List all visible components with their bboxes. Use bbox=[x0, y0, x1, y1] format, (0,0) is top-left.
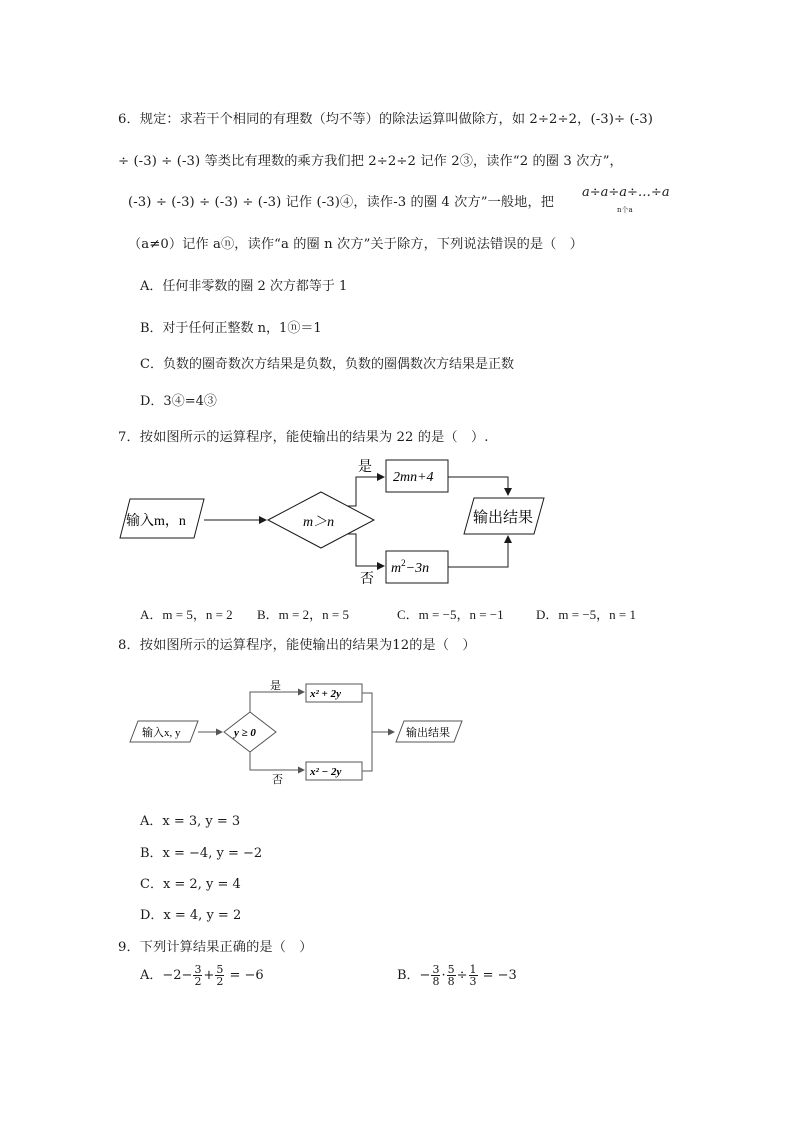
q6-line3-tail: a÷a÷a÷…÷a bbox=[582, 185, 670, 200]
q7-input-label: 输入m，n bbox=[126, 514, 186, 529]
q9-b-f3-num: 1 bbox=[469, 963, 477, 976]
q6-option-c: C．负数的圈奇数次方结果是负数，负数的圈偶数次方结果是正数 bbox=[140, 357, 514, 372]
q8-yes-branch bbox=[250, 692, 304, 712]
q7-option-b: B．m = 2，n = 5 bbox=[257, 607, 349, 622]
q7-condition-label: m＞n bbox=[303, 515, 335, 530]
q9-b-mid2: ÷ bbox=[456, 968, 468, 983]
q7-output-label: 输出结果 bbox=[473, 510, 534, 526]
q9-a-f2-num: 5 bbox=[216, 963, 224, 976]
q9-option-b bbox=[397, 964, 517, 987]
q9-a-f2-den: 2 bbox=[216, 975, 224, 988]
q9-b-f1-den: 8 bbox=[432, 975, 440, 988]
q8-option-a: A．x = 3, y = 3 bbox=[140, 814, 241, 829]
q6-option-a: A．任何非零数的圈 2 次方都等于 1 bbox=[140, 279, 348, 294]
q7-box-bottom-label: $m^2-3n$ bbox=[391, 558, 430, 576]
q9-a-fraction-1 bbox=[193, 964, 202, 987]
q9-b-f3-den: 3 bbox=[469, 975, 477, 988]
q6-line3-underbrace-label: n个a bbox=[617, 206, 633, 214]
q6-line2: ÷ (-3) ÷ (-3) 等类比有理数的乘方我们把 2÷2÷2 记作 2③，读作“2 的圈 3 次方”， bbox=[118, 154, 623, 169]
q9-a-mid: + bbox=[203, 968, 215, 983]
q8-no-label: 否 bbox=[272, 774, 283, 786]
q8-box-bottom-label: x² − 2y bbox=[310, 766, 342, 778]
q9-a-fraction-2 bbox=[215, 964, 224, 987]
q6-option-b: B．对于任何正整数 n，1ⓝ＝1 bbox=[140, 321, 322, 336]
q7-option-c: C．m = −5，n = −1 bbox=[397, 607, 504, 622]
q7-no-branch bbox=[348, 534, 384, 566]
q9-stem: 9．下列计算结果正确的是（ ） bbox=[118, 940, 313, 955]
q7-box-top-label: 2mn+4 bbox=[393, 470, 434, 485]
q8-output-label: 输出结果 bbox=[406, 727, 450, 739]
q9-a-result: = −6 bbox=[229, 968, 264, 983]
q6-line3: (-3) ÷ (-3) ÷ (-3) ÷ (-3) 记作 (-3)④，读作-3 的圈 4 次方”一般地，把 bbox=[128, 195, 555, 210]
q8-option-c: C．x = 2, y = 4 bbox=[140, 877, 241, 892]
q8-flowchart bbox=[128, 676, 468, 791]
q7-yes-label: 是 bbox=[358, 460, 372, 475]
q9-option-a bbox=[140, 964, 264, 987]
q7-no-label: 否 bbox=[360, 572, 374, 587]
q8-option-b: B．x = −4, y = −2 bbox=[140, 846, 263, 861]
q9-a-f1-den: 2 bbox=[194, 975, 202, 988]
q8-merge-line bbox=[362, 693, 372, 771]
q6-line1: 6．规定：求若干个相同的有理数（均不等）的除法运算叫做除方，如 2÷2÷2，(-3)÷ (-3) bbox=[118, 112, 653, 127]
q9-b-prefix: B．− bbox=[397, 968, 431, 983]
q7-yes-branch bbox=[348, 477, 384, 506]
q7-stem: 7．按如图所示的运算程序，能使输出的结果为 22 的是（ ）. bbox=[118, 430, 489, 445]
q8-box-top-label: x² + 2y bbox=[310, 688, 341, 700]
q7-arrow-top-output bbox=[448, 477, 508, 495]
q8-option-d: D．x = 4, y = 2 bbox=[140, 908, 242, 923]
q9-b-fraction-1 bbox=[431, 964, 440, 987]
q6-option-d: D．3④=4③ bbox=[140, 394, 217, 409]
q9-b-fraction-3 bbox=[469, 964, 478, 987]
q8-stem: 8．按如图所示的运算程序，能使输出的结果为12的是（ ） bbox=[118, 638, 476, 653]
q7-flowchart bbox=[118, 452, 558, 587]
q8-no-branch bbox=[250, 752, 304, 770]
q7-option-a: A．m = 5，n = 2 bbox=[140, 607, 233, 622]
q8-input-label: 输入x, y bbox=[142, 727, 181, 739]
q9-b-mid1: · bbox=[441, 968, 446, 983]
q7-option-d: D．m = −5，n = 1 bbox=[536, 607, 636, 622]
q9-b-f2-num: 5 bbox=[447, 963, 455, 976]
q8-yes-label: 是 bbox=[270, 680, 281, 692]
q9-a-prefix: A．−2− bbox=[140, 968, 193, 983]
q7-arrow-bottom-output bbox=[448, 536, 508, 567]
q9-a-f1-num: 3 bbox=[194, 963, 202, 976]
q8-condition-label: y ≥ 0 bbox=[234, 727, 256, 739]
q9-b-f2-den: 8 bbox=[447, 975, 455, 988]
q9-b-f1-num: 3 bbox=[432, 963, 440, 976]
q9-b-result: = −3 bbox=[482, 968, 517, 983]
q6-line4: （a≠0）记作 aⓝ，读作“a 的圈 n 次方”关于除方，下列说法错误的是（ ） bbox=[128, 237, 584, 252]
q9-b-fraction-2 bbox=[447, 964, 456, 987]
